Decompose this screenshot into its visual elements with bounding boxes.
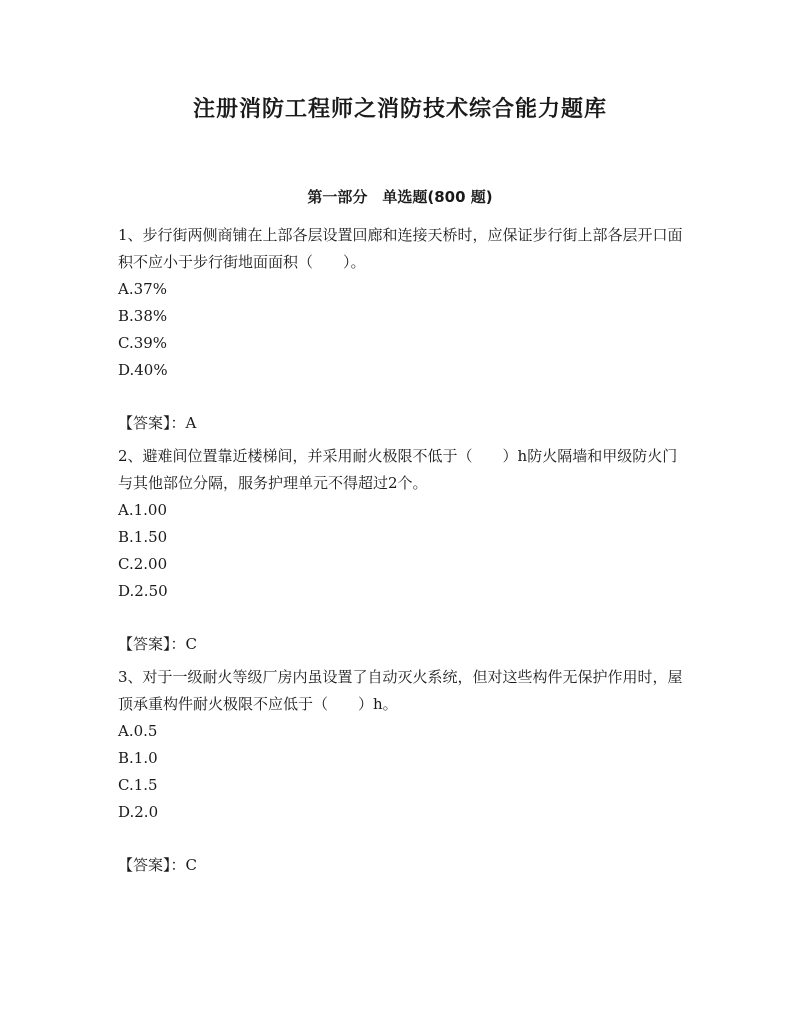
question-text: 3、对于一级耐火等级厂房内虽设置了自动灭火系统，但对这些构件无保护作用时，屋顶承重构件耐火极限不应低于（ ）h。 bbox=[118, 668, 683, 713]
answer-line: 【答案】：C bbox=[118, 856, 197, 874]
answer-line: 【答案】：A bbox=[118, 414, 197, 432]
question-2 bbox=[118, 443, 688, 658]
option-a: A.0.5 bbox=[118, 722, 158, 740]
question-1 bbox=[118, 222, 688, 437]
option-d: D.40% bbox=[118, 361, 168, 379]
option-a: A.1.00 bbox=[118, 501, 167, 519]
answer-line: 【答案】：C bbox=[118, 635, 197, 653]
option-b: B.1.50 bbox=[118, 528, 168, 546]
option-d: D.2.50 bbox=[118, 582, 168, 600]
option-c: C.39% bbox=[118, 334, 168, 352]
option-a: A.37% bbox=[118, 280, 167, 298]
option-c: C.1.5 bbox=[118, 776, 158, 794]
option-b: B.38% bbox=[118, 307, 168, 325]
question-text: 1、步行街两侧商铺在上部各层设置回廊和连接天桥时，应保证步行街上部各层开口面积不应小于步行街地面面积（ ）。 bbox=[118, 226, 683, 271]
option-b: B.1.0 bbox=[118, 749, 158, 767]
question-3 bbox=[118, 664, 688, 879]
section-heading: 第一部分 单选题(800 题) bbox=[307, 188, 493, 206]
document-title: 注册消防工程师之消防技术综合能力题库 bbox=[192, 97, 607, 122]
question-text: 2、避难间位置靠近楼梯间，并采用耐火极限不低于（ ）h防火隔墙和甲级防火门与其他部位分隔，服务护理单元不得超过2个。 bbox=[118, 447, 678, 492]
option-d: D.2.0 bbox=[118, 803, 159, 821]
question-list bbox=[118, 222, 688, 885]
option-c: C.2.00 bbox=[118, 555, 168, 573]
